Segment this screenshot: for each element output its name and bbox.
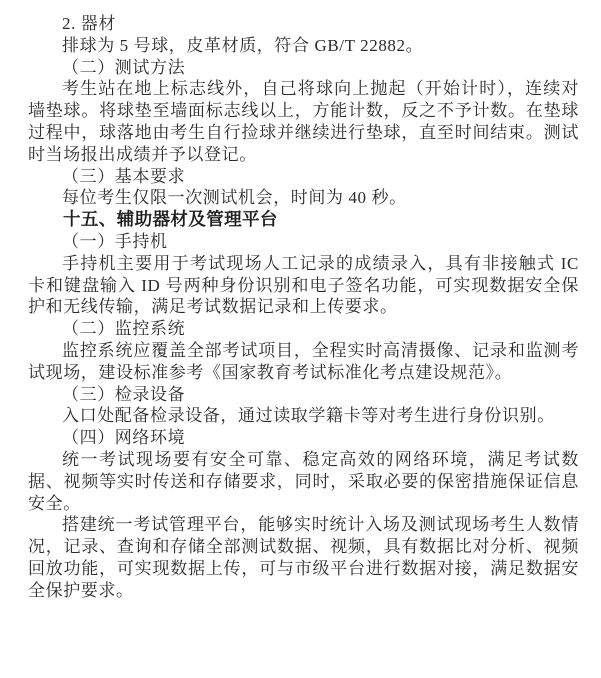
document-paragraph: 考生站在地上标志线外，自己将球向上抛起（开始计时），连续对墙垫球。将球垫至墙面标志线以上，方能计数，反之不予计数。在垫球过程中，球落地由考生自行捡球并继续进行垫球，直至时间结束。测试时当场报出成绩并予以登记。 bbox=[28, 79, 579, 164]
section-subheading: （二）监控系统 bbox=[62, 319, 186, 339]
document-paragraph: 入口处配备检录设备，通过读取学籍卡等对考生进行身份识别。 bbox=[62, 406, 555, 426]
section-number-heading: 2. 器材 bbox=[62, 14, 116, 33]
document-paragraph: 手持机主要用于考试现场人工记录的成绩录入，具有非接触式 IC 卡和键盘输入 ID 号两种身份识别和电子签名功能，可实现数据安全保护和无线传输，满足考试数据记录和上传要求。 bbox=[28, 253, 579, 317]
document-paragraph: 每位考生仅限一次测试机会，时间为 40 秒。 bbox=[62, 188, 407, 208]
section-subheading: （一）手持机 bbox=[62, 231, 168, 251]
document-paragraph: 排球为 5 号球，皮革材质，符合 GB/T 22882。 bbox=[62, 35, 424, 55]
document-body bbox=[28, 13, 579, 602]
document-paragraph: 统一考试现场要有安全可靠、稳定高效的网络环境，满足考试数据、视频等实时传送和存储要求，同时，采取必要的保密措施保证信息安全。 bbox=[28, 449, 579, 513]
section-subheading: （四）网络环境 bbox=[62, 428, 186, 448]
section-subheading: （二）测试方法 bbox=[62, 57, 186, 77]
document-paragraph: 监控系统应覆盖全部考试项目，全程实时高清摄像、记录和监测考试现场，建设标准参考《国家教育考试标准化考点建设规范》。 bbox=[28, 340, 579, 382]
document-paragraph: 搭建统一考试管理平台，能够实时统计入场及测试现场考生人数情况，记录、查询和存储全部测试数据、视频，具有数据比对分析、视频回放功能，可实现数据上传，可与市级平台进行数据对接，满足数据安全保护要求。 bbox=[28, 515, 579, 600]
section-subheading: （三）基本要求 bbox=[62, 166, 186, 186]
chapter-heading: 十五、辅助器材及管理平台 bbox=[63, 209, 278, 230]
section-subheading: （三）检录设备 bbox=[62, 384, 186, 404]
